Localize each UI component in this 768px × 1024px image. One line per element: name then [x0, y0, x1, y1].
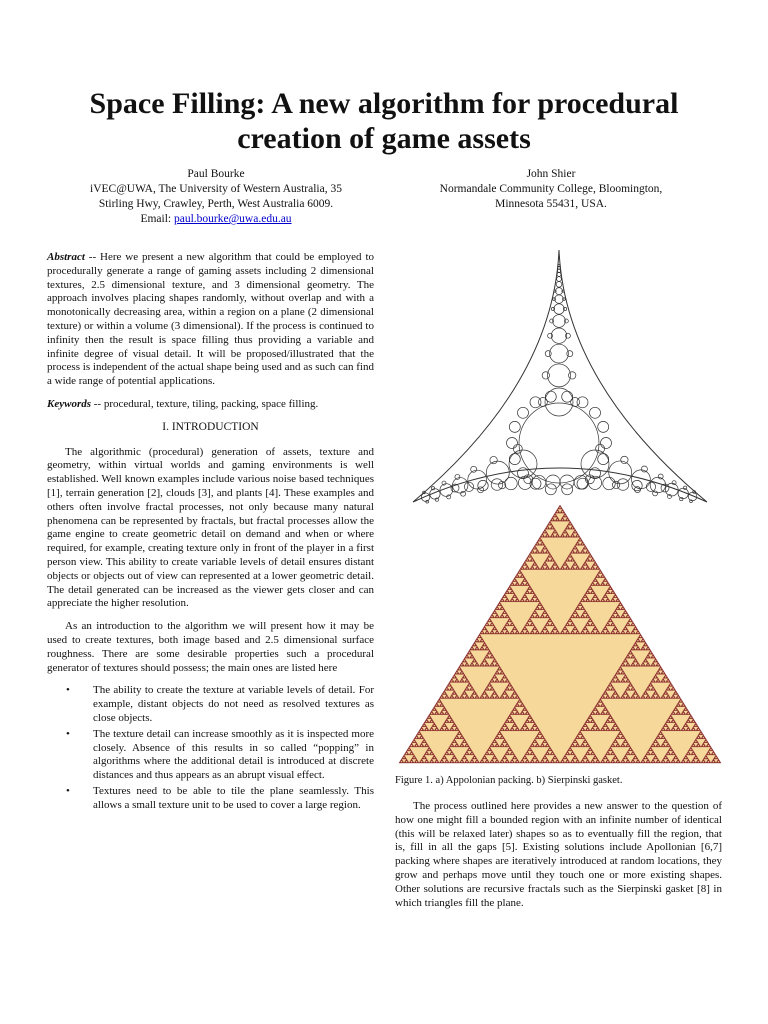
apollonian-circle — [617, 479, 629, 491]
apollonian-circle — [491, 479, 503, 491]
email-label: Email: — [140, 213, 174, 225]
apollonian-circle — [603, 477, 615, 489]
body-paragraph: The algorithmic (procedural) generation of assets, texture and geometry, within virtual worlds and gaming environments is well established. Well known examples include various noise based techniques [1], terrain generation [2], clouds [3], and plants [4]. These examples and others often involve fractal processes, not only because many natural phenomena can be represented by fractals, but fractal processes allow the game engine to create geometric detail on demand and when or where required, for example, creating texture only in front of the player in a first person view. This ability to create variable levels of detail ensures distant objects or objects out of view can represented at a lower geometric detail. The detail generated can be increased as the viewer gets closer and can appreciate the higher resolution. — [47, 445, 374, 610]
author-block-1 — [48, 167, 384, 227]
sierpinski-gasket-figure — [397, 503, 723, 765]
apollonian-circle — [461, 491, 466, 496]
list-item — [66, 684, 374, 725]
bullet-list — [47, 684, 374, 812]
bullet-icon: • — [66, 684, 70, 697]
list-item-text: The ability to create the texture at variable levels of detail. For example, distant objects do not need as resolved textures as close objects. — [93, 684, 374, 724]
apollonian-circle — [574, 475, 588, 489]
apollonian-circle — [634, 487, 640, 493]
title-line-2: creation of game assets — [237, 122, 531, 155]
author-affiliation-line: Minnesota 55431, USA. — [495, 198, 607, 210]
list-item — [66, 784, 374, 813]
author-block-2 — [394, 167, 708, 212]
keywords-label: Keywords — [47, 397, 91, 410]
apollonian-circle — [577, 478, 588, 489]
apollonian-circle — [653, 491, 658, 496]
list-item-text: Textures need to be able to tile the plane seamlessly. This allows a small texture unit to be used to cover a large region. — [93, 784, 374, 811]
apollonian-circle — [667, 494, 671, 498]
body-paragraph: The process outlined here provides a new answer to the question of how one might fill a bounded region with an infinite number of identical (this will be relaxed later) shapes so as to eventually fill the region, that is, fill in all the gaps [5]. Existing solutions include Apollonian [6,7] packing where shapes are iteratively introduced at random locations, they grow and perhaps move until they touch one or more existing shapes. Other solutions are recursive fractals such as the Sierpinski gasket [8] in which triangles fill the plane. — [395, 800, 722, 909]
abstract-text: -- Here we present a new algorithm that could be employed to procedurally generate a range of gaming assets including 2 dimensional textures, 2.5 dimensional texture, and 3 dimensional geometry. The approach involves placing shapes randomly, without overlap and with a monotonically decreasing area, within a region on a plane (2 dimensional texture) or within a volume (3 dimensional). If the process is continued to infinity then the result is space filling thus providing a variable and infinite degree of visual detail. It will be proposed/illustrated that the process is independent of the actual shape being used and as such can find a wide range of potential applications. — [47, 251, 374, 388]
email-link[interactable]: paul.bourke@uwa.edu.au — [173, 213, 292, 225]
keywords-text: -- procedural, texture, tiling, packing, space filling. — [91, 397, 319, 410]
bullet-icon: • — [66, 727, 70, 740]
apollonian-packing-figure — [395, 244, 725, 506]
apollonian-circle — [646, 482, 655, 491]
apollonian-circle — [505, 477, 517, 489]
author-email-line — [48, 212, 384, 227]
bullet-icon: • — [66, 784, 70, 797]
author-affiliation-line: Normandale Community College, Bloomington, — [439, 183, 663, 195]
author-name: John Shier — [526, 168, 576, 180]
author-affiliation-line: iVEC@UWA, The University of Western Australia, 35 — [90, 183, 342, 195]
author-name: Paul Bourke — [187, 168, 245, 180]
left-column — [47, 251, 374, 814]
section-heading: I. INTRODUCTION — [162, 420, 259, 433]
abstract-paragraph — [47, 251, 374, 389]
apollonian-circle — [632, 480, 642, 490]
paper-title — [40, 86, 728, 156]
apollonian-circle — [546, 475, 560, 489]
figure-caption: Figure 1. a) Appolonian packing. b) Sierpinski gasket. — [395, 775, 623, 786]
body-paragraph: As an introduction to the algorithm we will present how it may be used to create textures, both image based and 2.5 dimensional surface roughness. There are some desirable properties such a procedural generator of textures should possess; the main ones are listed here — [47, 620, 374, 674]
abstract-label: Abstract — [47, 251, 85, 263]
author-affiliation-line: Stirling Hwy, Crawley, Perth, West Australia 6009. — [98, 198, 334, 210]
apollonian-circle — [478, 480, 488, 490]
title-line-1: Space Filling: A new algorithm for procedural — [89, 87, 679, 120]
list-item — [66, 727, 374, 783]
keywords-paragraph — [47, 398, 374, 412]
right-column — [395, 800, 722, 919]
list-item-text: The texture detail can increase smoothly as it is inspected more closely. Absence of this results in so called “popping” in algorithms where the additional detail is introduced at discrete distances and thus appears as an abrupt visual effect. — [93, 727, 374, 782]
